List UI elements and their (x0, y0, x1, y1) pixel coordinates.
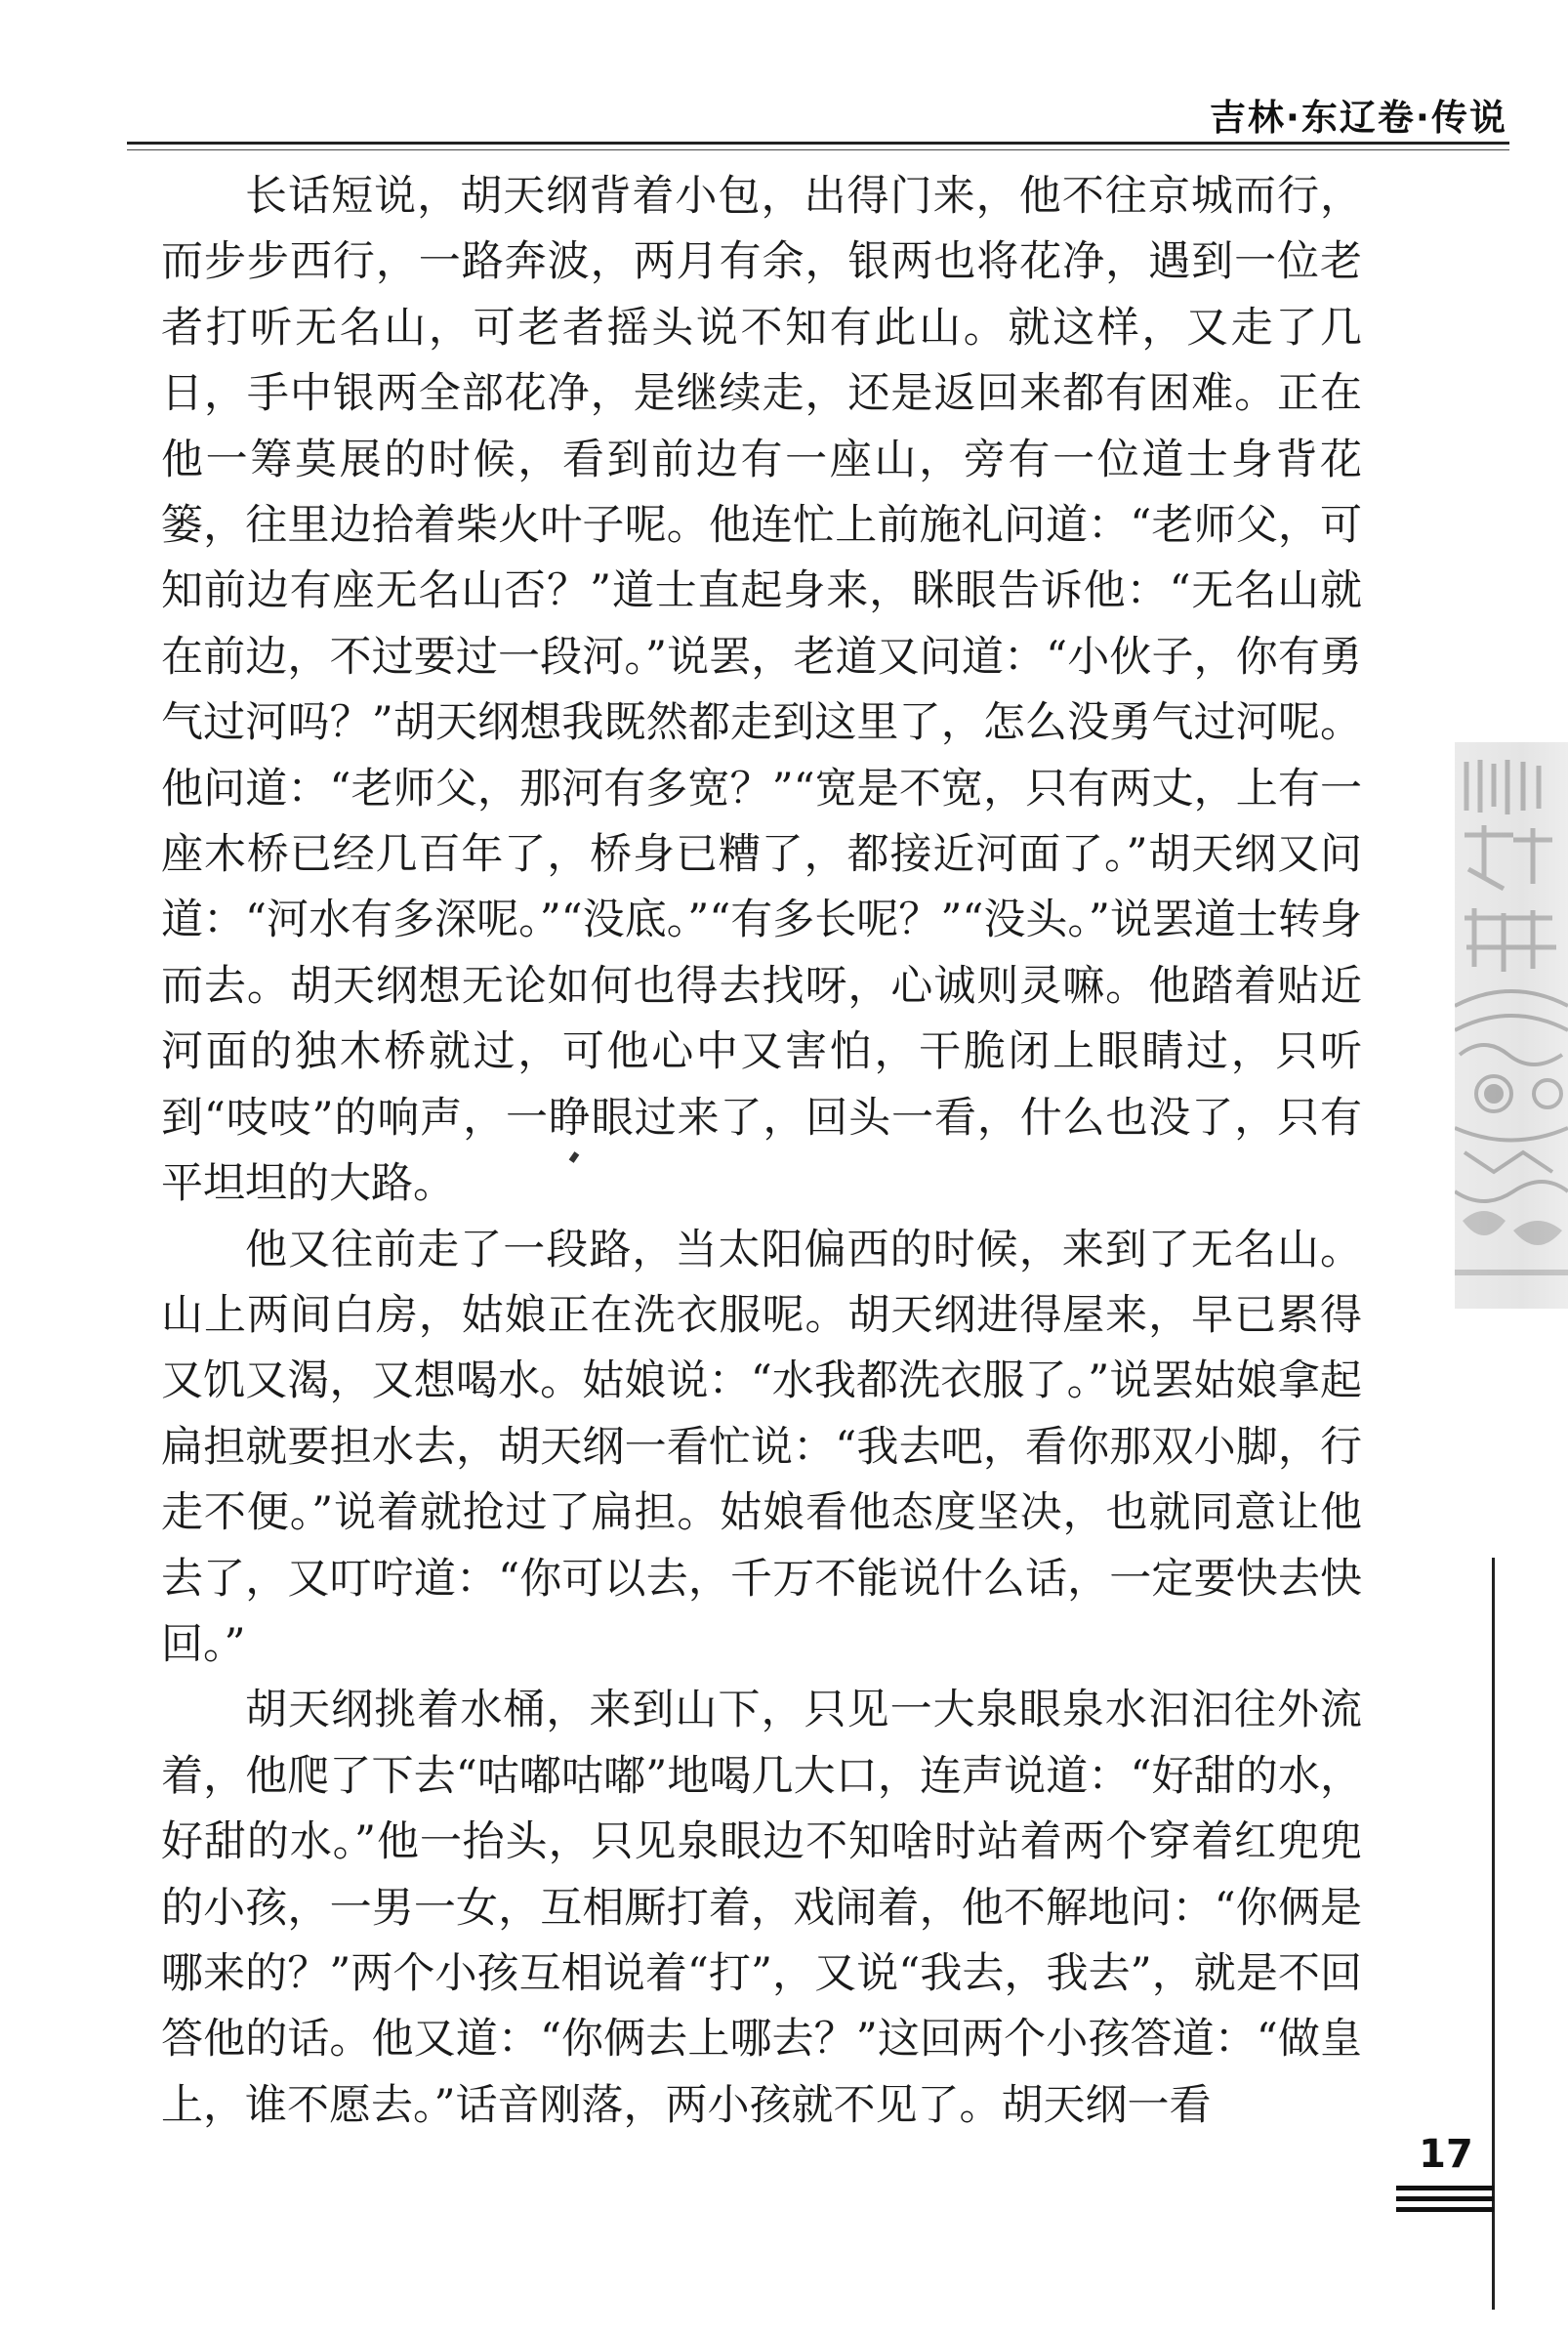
header-rule (127, 142, 1509, 145)
paragraph-1: 长话短说，胡天纲背着小包，出得门来，他不往京城而行，而步步西行，一路奔波，两月有余，银两也将花净，遇到一位老者打听无名山，可老者摇头说不知有此山。就这样，又走了几日，手中银两全部花净，是继续走，还是返回来都有困难。正在他一筹莫展的时候，看到前边有一座山，旁有一位道士身背花篓，往里边拾着柴火叶子呢。他连忙上前施礼问道：“老师父，可知前边有座无名山否？”道士直起身来，眯眼告诉他：“无名山就在前边，不过要过一段河。”说罢，老道又问道：“小伙子，你有勇气过河吗？”胡天纲想我既然都走到这里了，怎么没勇气过河呢。他问道：“老师父，那河有多宽？”“宽是不宽，只有两丈，上有一座木桥已经几百年了，桥身已糟了，都接近河面了。”胡天纲又问道：“河水有多深呢。”“没底。”“有多长呢？”“没头。”说罢道士转身而去。胡天纲想无论如何也得去找呀，心诚则灵嘛。他踏着贴近河面的独木桥就过，可他心中又害怕，干脆闭上眼睛过，只听到“吱吱”的响声，一睁眼过来了，回头一看，什么也没了，只有平坦坦的大路。 (161, 172, 1362, 1209)
paragraph-2: 他又往前走了一段路，当太阳偏西的时候，来到了无名山。山上两间白房，姑娘正在洗衣服呢。胡天纲进得屋来，早已累得又饥又渴，又想喝水。姑娘说：“水我都洗衣服了。”说罢姑娘拿起扁担就要担水去，胡天纲一看忙说：“我去吧，看你那双小脚，行走不便。”说着就抢过了扁担。姑娘看他态度坚决，也就同意让他去了，又叮咛道：“你可以去，千万不能说什么话，一定要快去快回。” (161, 1225, 1362, 1669)
page-number-bar-2 (1396, 2196, 1494, 2201)
running-header-title: 吉林·东辽卷·传说 (1209, 97, 1507, 139)
body-text (161, 164, 1362, 2139)
header-rule-thin (127, 149, 1509, 150)
page-number-bar-1 (1396, 2186, 1494, 2190)
series-emblem-icon (1455, 742, 1568, 1309)
page-number: 17 (1419, 2132, 1473, 2177)
paragraph-3: 胡天纲挑着水桶，来到山下，只见一大泉眼泉水汩汩往外流着，他爬了下去“咕嘟咕嘟”地喝几大口，连声说道：“好甜的水，好甜的水。”他一抬头，只见泉眼边不知啥时站着两个穿着红兜兜的小孩，一男一女，互相厮打着，戏闹着，他不解地问：“你俩是哪来的？”两个小孩互相说着“打”，又说“我去，我去”，就是不回答他的话。他又道：“你俩去上哪去？”这回两个小孩答道：“做皇上，谁不愿去。”话音刚落，两小孩就不见了。胡天纲一看 (161, 1686, 1362, 2130)
page-number-bar-3 (1396, 2207, 1494, 2212)
